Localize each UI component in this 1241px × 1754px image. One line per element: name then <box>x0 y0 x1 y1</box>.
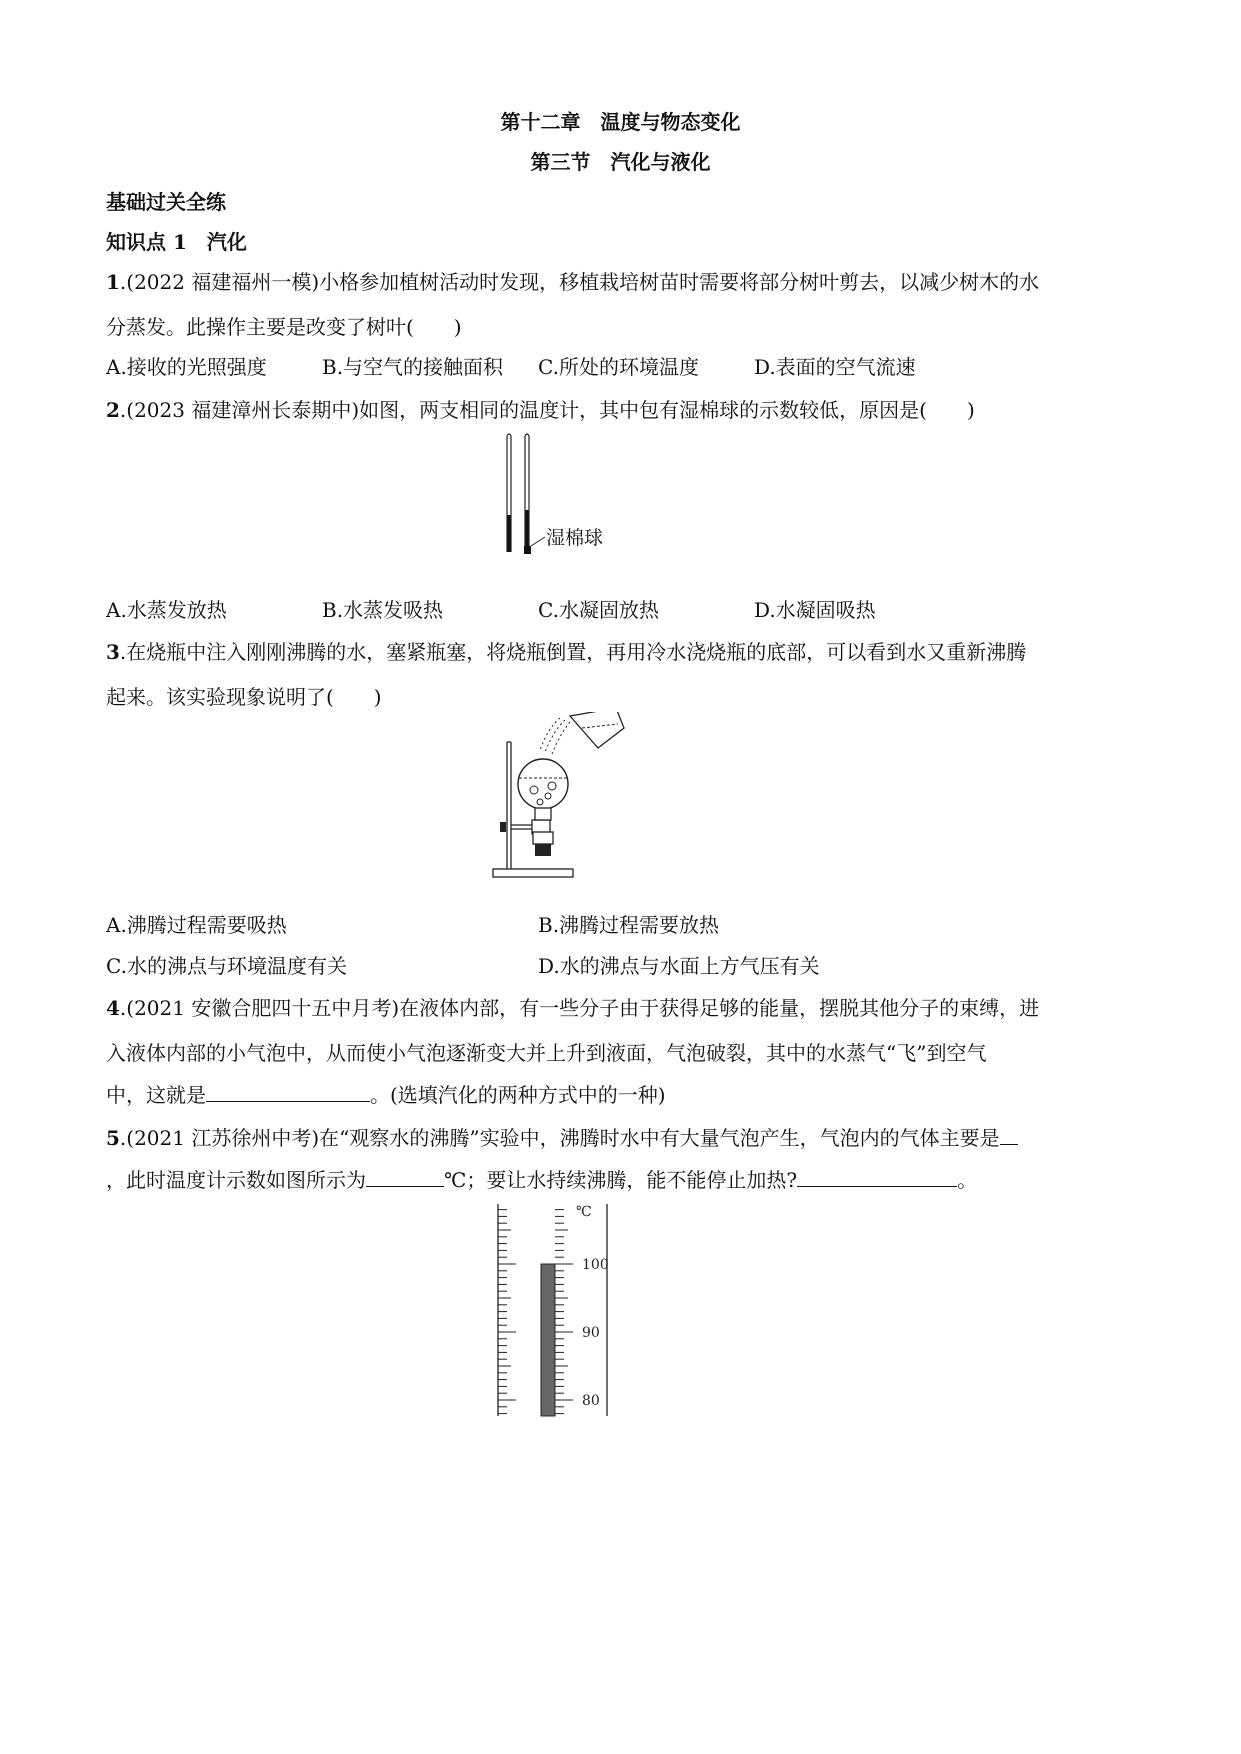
tick-label: 100 <box>582 1257 609 1273</box>
question-number: 3 <box>106 640 120 664</box>
q1-option-d: D.表面的空气流速 <box>754 355 916 379</box>
question-number: 2 <box>106 398 120 422</box>
question-4-line-1 <box>106 994 1039 1022</box>
question-number: 1 <box>106 270 120 294</box>
question-text: 。(选填汽化的两种方式中的一种) <box>370 1083 666 1107</box>
question-text: .(2022 福建福州一模)小格参加植树活动时发现，移植栽培树苗时需要将部分树叶剪去，以减少树木的水 <box>119 270 1040 294</box>
answer-blank[interactable] <box>1000 1124 1018 1145</box>
tick-label: 80 <box>582 1393 600 1409</box>
question-5-line-2 <box>106 1166 977 1194</box>
question-3-line-2: 起来。该实验现象说明了( ) <box>106 685 382 709</box>
q2-option-d: D.水凝固吸热 <box>754 598 876 622</box>
question-number: 5 <box>106 1126 120 1150</box>
question-text: .(2021 安徽合肥四十五中月考)在液体内部，有一些分子由于获得足够的能量，摆脱其他分子的束缚，进 <box>119 996 1040 1020</box>
question-text: ，此时温度计示数如图所示为 <box>106 1168 366 1192</box>
question-number: 4 <box>106 996 120 1020</box>
question-text: 中，这就是 <box>106 1083 206 1107</box>
question-4-line-3 <box>106 1081 666 1109</box>
q1-option-b: B.与空气的接触面积 <box>322 355 504 379</box>
q2-option-a: A.水蒸发放热 <box>106 598 227 622</box>
q1-option-a: A.接收的光照强度 <box>106 355 267 379</box>
q3-option-b: B.沸腾过程需要放热 <box>538 913 720 937</box>
flask-experiment-figure <box>490 712 630 882</box>
question-text: .(2023 福建漳州长泰期中)如图，两支相同的温度计，其中包有湿棉球的示数较低，原因是( ) <box>119 398 975 422</box>
practice-heading: 基础过关全练 <box>106 190 226 214</box>
tick-labels <box>582 1257 609 1409</box>
question-5-line-1 <box>106 1124 1018 1152</box>
question-2-line-1 <box>106 396 975 424</box>
answer-blank[interactable] <box>797 1166 957 1187</box>
q3-option-d: D.水的沸点与水面上方气压有关 <box>538 954 820 978</box>
scale-ticks <box>498 1210 573 1414</box>
tick-label: 90 <box>582 1325 600 1341</box>
question-1-line-2: 分蒸发。此操作主要是改变了树叶( ) <box>106 315 462 339</box>
answer-blank[interactable] <box>366 1166 444 1187</box>
question-1-line-1 <box>106 268 1039 296</box>
chapter-title: 第十二章 温度与物态变化 <box>500 110 741 134</box>
wet-cotton-label: 湿棉球 <box>546 527 604 549</box>
q2-option-c: C.水凝固放热 <box>538 598 659 622</box>
q3-option-a: A.沸腾过程需要吸热 <box>106 913 287 937</box>
q3-option-c: C.水的沸点与环境温度有关 <box>106 954 347 978</box>
question-text: .(2021 江苏徐州中考)在“观察水的沸腾”实验中，沸腾时水中有大量气泡产生，气泡内的气体主要是 <box>119 1126 1000 1150</box>
knowledge-point-heading: 知识点 1 汽化 <box>106 230 247 254</box>
q2-option-b: B.水蒸发吸热 <box>322 598 444 622</box>
question-4-line-2: 入液体内部的小气泡中，从而使小气泡逐渐变大并上升到液面，气泡破裂，其中的水蒸气“飞”到空气 <box>106 1041 987 1065</box>
section-title: 第三节 汽化与液化 <box>530 150 711 174</box>
q1-option-c: C.所处的环境温度 <box>538 355 699 379</box>
question-text: ℃；要让水持续沸腾，能不能停止加热? <box>444 1168 798 1192</box>
answer-blank[interactable] <box>206 1081 370 1102</box>
question-text: .在烧瓶中注入刚刚沸腾的水，塞紧瓶塞，将烧瓶倒置，再用冷水浇烧瓶的底部，可以看到水又重新沸腾 <box>119 640 1027 664</box>
unit-label: ℃ <box>576 1204 592 1220</box>
question-text: 。 <box>957 1168 978 1192</box>
question-3-line-1 <box>106 638 1026 666</box>
mercury-column <box>541 1264 555 1416</box>
thermometer-scale-figure <box>490 1200 620 1420</box>
